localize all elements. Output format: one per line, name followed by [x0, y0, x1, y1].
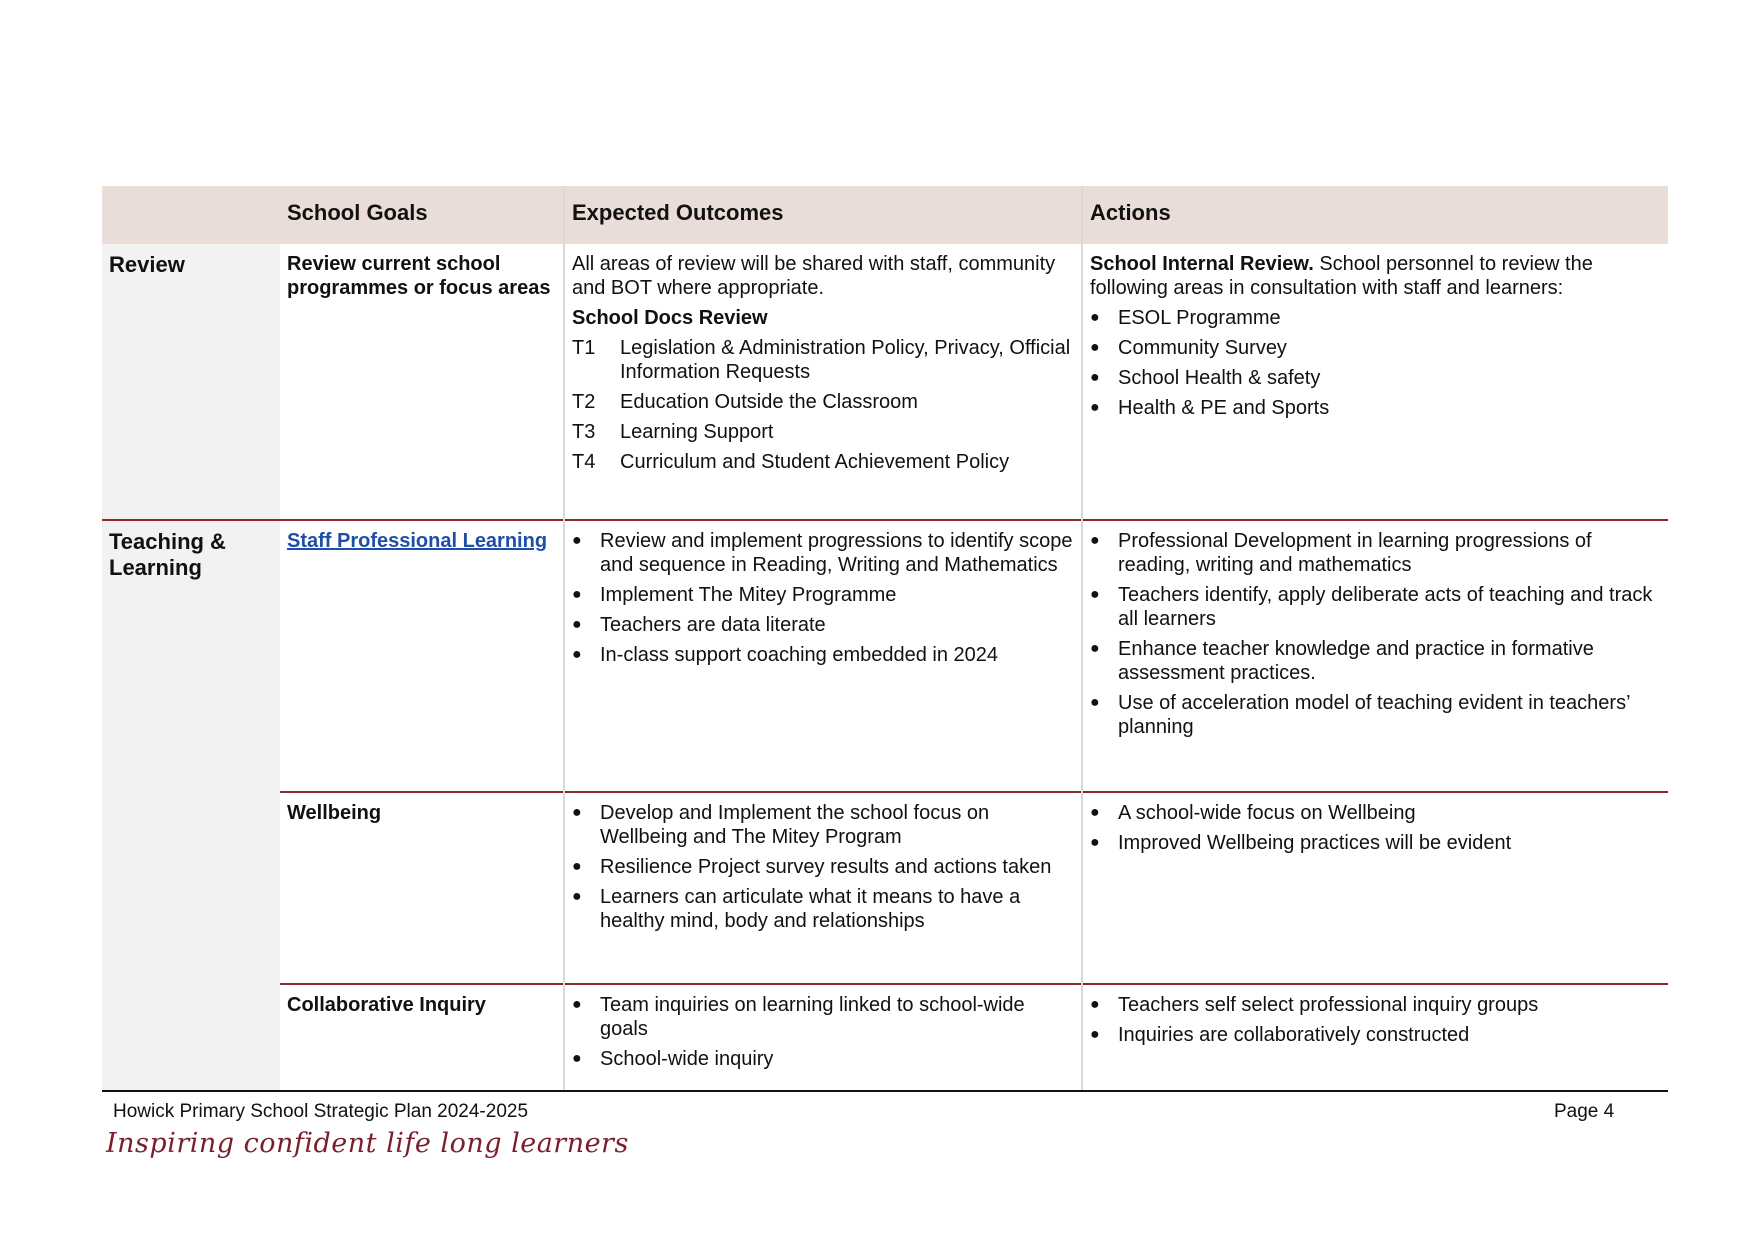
list-item: ● ESOL Programme [1090, 307, 1281, 329]
bullet-icon: ● [1090, 834, 1100, 851]
list-item: ● Review and implement progressions to identify scope and sequence in Reading, Writing and Mathematics [572, 530, 1073, 576]
list-item: ● Use of acceleration model of teaching evident in teachers’ planning [1090, 692, 1630, 738]
table-row-wellbeing [102, 792, 1668, 984]
bullet-icon: ● [1090, 399, 1100, 416]
list-item: T4 Curriculum and Student Achievement Policy [572, 451, 1010, 473]
actions-teaching [1082, 520, 1668, 792]
goal-review: Review current school programmes or focus areas [287, 253, 551, 299]
bullet-icon: ● [572, 616, 582, 633]
header-area [102, 186, 280, 244]
list-item: ● Develop and Implement the school focus on Wellbeing and The Mitey Program [572, 802, 990, 848]
outcome-subhead: School Docs Review [572, 307, 768, 329]
outcomes-review [564, 244, 1082, 520]
goal-collaborative-inquiry: Collaborative Inquiry [280, 984, 564, 1090]
list-item: T2 Education Outside the Classroom [572, 391, 918, 413]
bullet-icon: ● [572, 646, 582, 663]
list-item: ● School-wide inquiry [572, 1048, 774, 1070]
header-school-goals: School Goals [280, 186, 564, 244]
actions-wellbeing [1082, 792, 1668, 984]
table-row-teaching [102, 520, 1668, 792]
page-number: Page 4 [1554, 1101, 1615, 1122]
list-item: ● Improved Wellbeing practices will be evident [1090, 832, 1512, 854]
footer-title: Howick Primary School Strategic Plan 2024-2025 [113, 1101, 529, 1122]
bullet-icon: ● [1090, 1026, 1100, 1043]
list-item: ● Teachers identify, apply deliberate acts of teaching and track all learners [1090, 584, 1653, 630]
list-item: ● A school-wide focus on Wellbeing [1090, 802, 1416, 824]
outcomes-wellbeing [564, 792, 1082, 984]
goal-wellbeing: Wellbeing [280, 792, 564, 984]
list-item: ● Implement The Mitey Programme [572, 584, 897, 606]
outcomes-teaching [564, 520, 1082, 792]
area-teaching: Teaching & Learning [102, 520, 280, 1090]
bullet-icon: ● [1090, 369, 1100, 386]
actions-review [1082, 244, 1668, 520]
list-item: ● Resilience Project survey results and actions taken [572, 856, 1052, 878]
bullet-icon: ● [1090, 804, 1100, 821]
action-intro: School Internal Review. School personnel to review the following areas in consultation with staff and learners: [1090, 253, 1593, 299]
staff-professional-learning-link[interactable]: Staff Professional Learning [287, 530, 548, 552]
table-header-row [102, 186, 1668, 244]
outcome-intro: All areas of review will be shared with staff, community and BOT where appropriate. [572, 253, 1056, 299]
table-row-review [102, 244, 1668, 520]
header-actions: Actions [1082, 186, 1668, 244]
list-item: ● Professional Development in learning progressions of reading, writing and mathematics [1090, 530, 1592, 576]
bullet-icon: ● [1090, 309, 1100, 326]
list-item: ● Team inquiries on learning linked to school-wide goals [572, 994, 1025, 1040]
list-item: T3 Learning Support [572, 421, 774, 443]
bullet-icon: ● [1090, 586, 1100, 603]
list-item: ● In-class support coaching embedded in 2024 [572, 644, 999, 666]
area-review: Review [102, 244, 280, 520]
bullet-icon: ● [572, 532, 582, 549]
actions-collab [1082, 984, 1668, 1090]
bullet-icon: ● [572, 1050, 582, 1067]
bullet-icon: ● [1090, 532, 1100, 549]
strategic-plan-table [102, 186, 1668, 1090]
bullet-icon: ● [1090, 339, 1100, 356]
outcomes-collab [564, 984, 1082, 1090]
bullet-icon: ● [1090, 996, 1100, 1013]
bullet-icon: ● [572, 586, 582, 603]
table-row-collaborative-inquiry [102, 984, 1668, 1090]
bullet-icon: ● [572, 804, 582, 821]
bullet-icon: ● [572, 996, 582, 1013]
goal-staff-learning [280, 520, 564, 792]
list-item: ● Inquiries are collaboratively constructed [1090, 1024, 1470, 1046]
term-list [572, 336, 1074, 474]
list-item: ● Enhance teacher knowledge and practice in formative assessment practices. [1090, 638, 1594, 684]
bullet-icon: ● [572, 858, 582, 875]
list-item: T1 Legislation & Administration Policy, Privacy, Official Information Requests [572, 337, 1071, 383]
list-item: ● Learners can articulate what it means to have a healthy mind, body and relationships [572, 886, 1021, 932]
school-tagline: Inspiring confident life long learners [106, 1128, 629, 1159]
list-item: ● School Health & safety [1090, 367, 1321, 389]
list-item: ● Health & PE and Sports [1090, 397, 1330, 419]
list-item: ● Teachers are data literate [572, 614, 826, 636]
bullet-icon: ● [1090, 694, 1100, 711]
header-expected-outcomes: Expected Outcomes [564, 186, 1082, 244]
bullet-icon: ● [572, 888, 582, 905]
footer-divider [102, 1090, 1668, 1092]
list-item: ● Community Survey [1090, 337, 1287, 359]
list-item: ● Teachers self select professional inquiry groups [1090, 994, 1539, 1016]
bullet-icon: ● [1090, 640, 1100, 657]
action-list [1090, 306, 1661, 420]
